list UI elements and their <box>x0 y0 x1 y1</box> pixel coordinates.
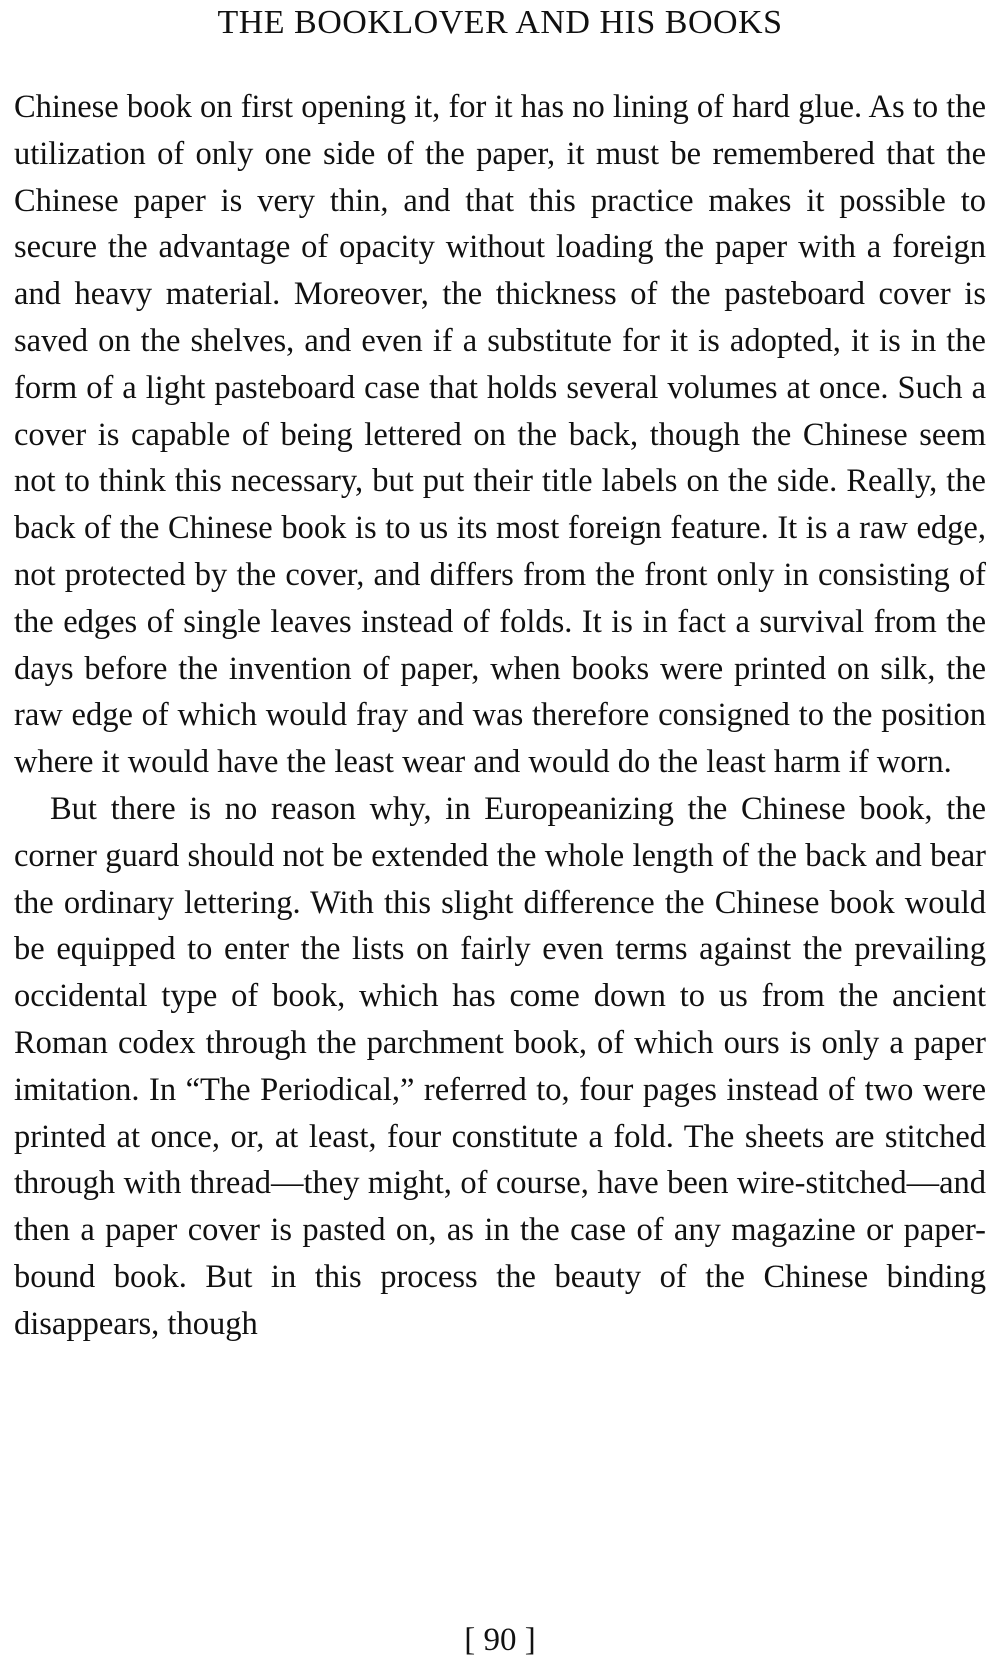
body-text <box>14 84 986 1348</box>
paragraph-continuation: Chinese book on first opening it, for it has no lining of hard glue. As to the utilization of only one side of the paper, it must be remembered that the Chinese paper is very thin, and that this practice makes it possible to secure the advantage of opacity without loading the paper with a foreign and heavy material. Moreover, the thickness of the pasteboard cover is saved on the shelves, and even if a substitute for it is adopted, it is in the form of a light pasteboard case that holds several volumes at once. Such a cover is capable of being lettered on the back, though the Chinese seem not to think this necessary, but put their title labels on the side. Really, the back of the Chinese book is to us its most foreign feature. It is a raw edge, not protected by the cover, and differs from the front only in consisting of the edges of single leaves instead of folds. It is in fact a survival from the days before the invention of paper, when books were printed on silk, the raw edge of which would fray and was therefore consigned to the position where it would have the least wear and would do the least harm if worn. <box>14 89 986 781</box>
page-number: [ 90 ] <box>464 1622 536 1658</box>
running-head-title: THE BOOKLOVER AND HIS BOOKS <box>217 4 783 41</box>
paragraph-europeanizing: But there is no reason why, in Europeanizing the Chinese book, the corner guard should not be extended the whole length of the back and bear the ordinary lettering. With this slight difference the Chinese book would be equipped to enter the lists on fairly even terms against the prevailing occidental type of book, which has come down to us from the ancient Roman codex through the parchment book, of which ours is only a paper imitation. In “The Periodical,” referred to, four pages instead of two were printed at once, or, at least, four constitute a fold. The sheets are stitched through with thread—they might, of course, have been wire-stitched—and then a paper cover is pasted on, as in the case of any magazine or paper-bound book. But in this process the beauty of the Chinese binding disappears, though <box>14 790 986 1342</box>
